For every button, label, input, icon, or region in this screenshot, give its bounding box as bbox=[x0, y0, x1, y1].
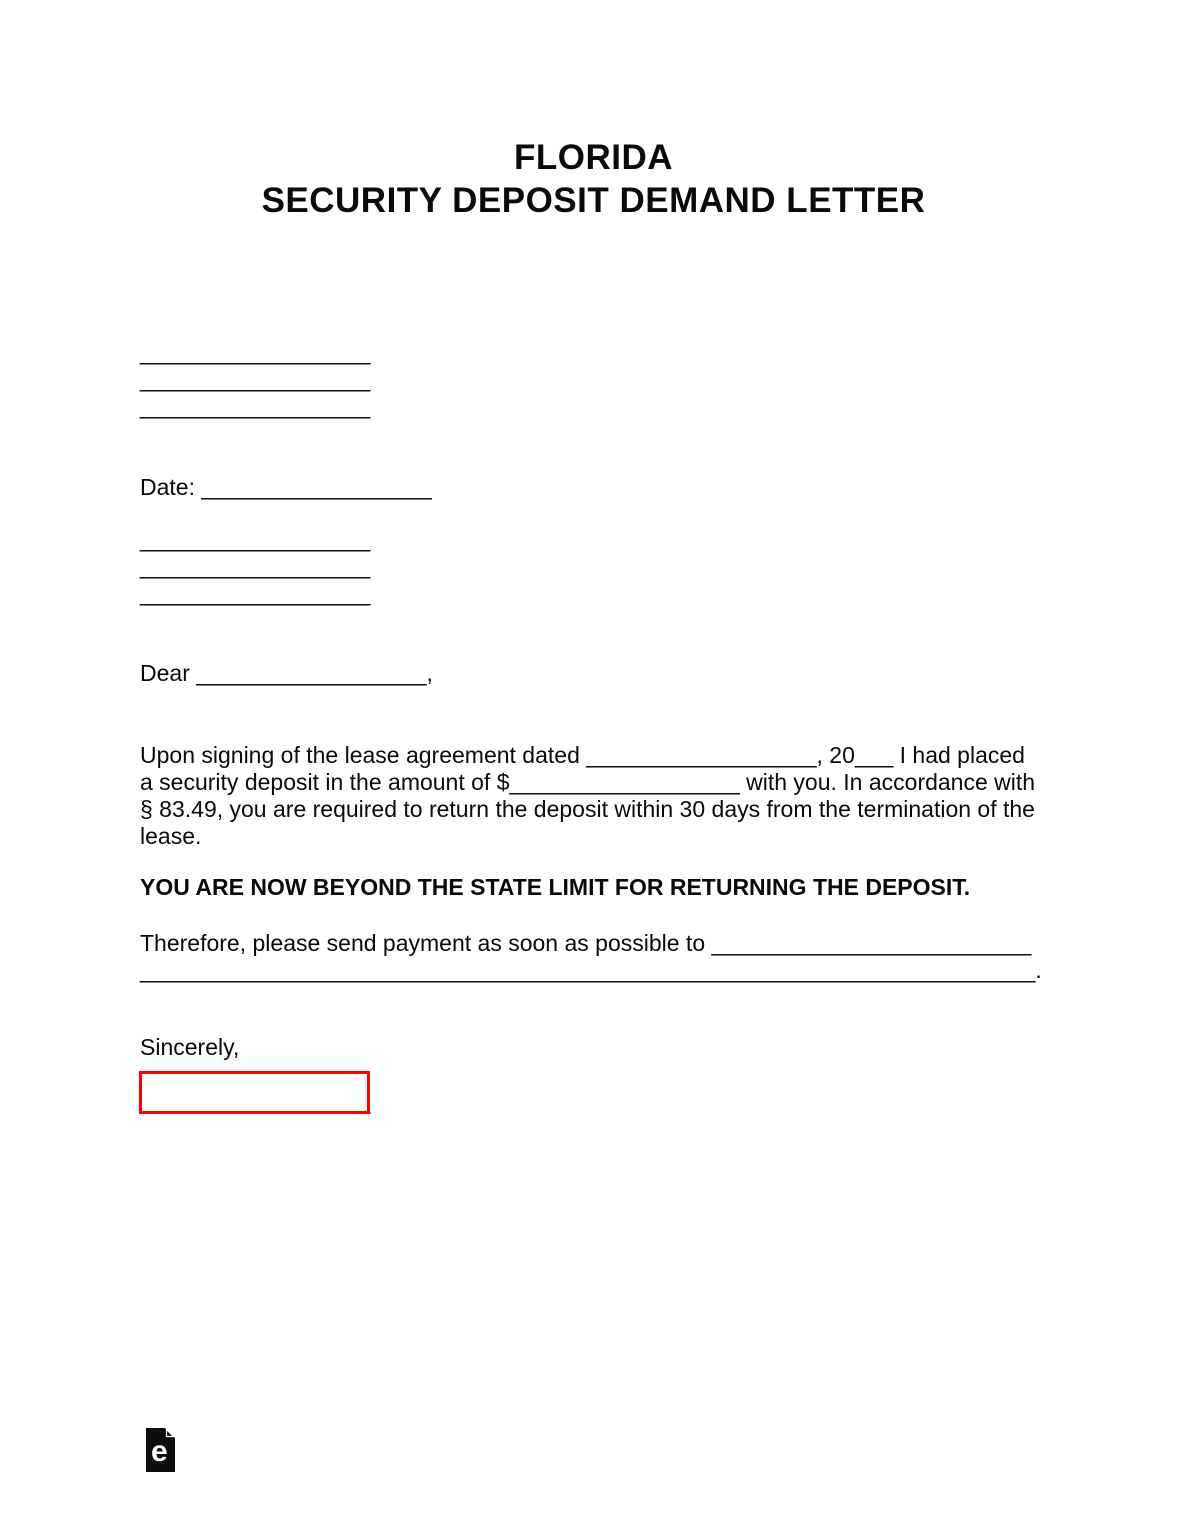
paragraph-line: ______________________________________________________________________. bbox=[140, 957, 1042, 983]
letter-title bbox=[0, 136, 1187, 222]
sender-address-block bbox=[140, 339, 370, 420]
blank-line: __________________ bbox=[140, 393, 371, 419]
paragraph-line: a security deposit in the amount of $__________________ with you. In accordance with bbox=[140, 769, 1036, 795]
paragraph-line: lease. bbox=[140, 823, 202, 849]
blank-line: __________________ bbox=[140, 526, 371, 552]
signature-field-box[interactable] bbox=[139, 1071, 370, 1114]
salutation-line: Dear __________________, bbox=[140, 660, 433, 686]
paragraph-line: § 83.49, you are required to return the deposit within 30 days from the termination of the bbox=[140, 796, 1035, 822]
logo-letter: e bbox=[151, 1435, 168, 1468]
recipient-address-block bbox=[140, 526, 370, 607]
paragraph-line: Therefore, please send payment as soon as possible to _________________________ bbox=[140, 930, 1032, 956]
eforms-logo bbox=[146, 1428, 175, 1472]
blank-line: __________________ bbox=[140, 580, 371, 606]
signature-blank-line: __________________ bbox=[140, 1088, 371, 1114]
state-limit-warning: YOU ARE NOW BEYOND THE STATE LIMIT FOR RETURNING THE DEPOSIT. bbox=[140, 874, 971, 900]
body-paragraph-1 bbox=[140, 742, 1035, 850]
title-line-1: FLORIDA bbox=[513, 138, 674, 177]
paragraph-line: Upon signing of the lease agreement dated __________________, 20___ I had placed bbox=[140, 742, 1025, 768]
blank-line: __________________ bbox=[140, 366, 371, 392]
blank-line: __________________ bbox=[140, 339, 371, 365]
title-line-2: SECURITY DEPOSIT DEMAND LETTER bbox=[261, 181, 926, 220]
blank-line: __________________ bbox=[140, 553, 371, 579]
closing-label: Sincerely, bbox=[140, 1034, 240, 1060]
body-paragraph-2 bbox=[140, 930, 1042, 984]
date-line: Date: __________________ bbox=[140, 474, 432, 500]
